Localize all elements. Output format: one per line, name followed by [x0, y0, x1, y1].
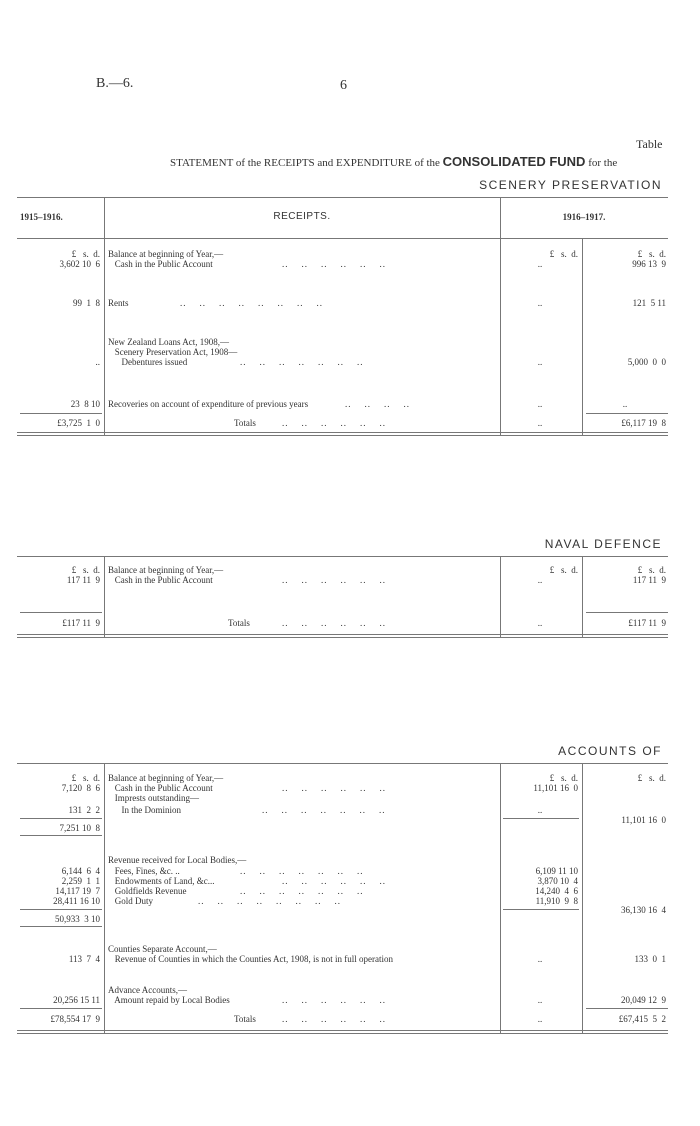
units-right: £ s. d.: [637, 249, 666, 259]
row-desc: Cash in the Public Account: [108, 259, 213, 269]
amount-sub: ..: [537, 418, 543, 428]
amount-sub: ..: [537, 259, 543, 269]
statement-prefix: STATEMENT of the RECEIPTS and EXPENDITURE of the: [170, 157, 440, 169]
amount-1916: 121 5 11: [632, 298, 666, 308]
amount-1916: 117 11 9: [632, 575, 666, 585]
col-header-1915: 1915–1916.: [20, 212, 63, 222]
leader-dots: .. .. .. .. .. ..: [282, 259, 386, 269]
row-desc: Balance at beginning of Year,—: [108, 565, 224, 575]
amount-1915: ..: [95, 357, 100, 367]
amount-1915: 23 8 10: [70, 399, 100, 409]
amount-1915: 99 1 8: [73, 298, 100, 308]
amount-sub: 11,910 9 8: [535, 896, 578, 906]
amount-1915: 117 11 9: [66, 575, 100, 585]
amount-1915: 6,144 6 4: [61, 866, 100, 876]
amount-sub: ..: [537, 575, 543, 585]
total-1916: £67,415 5 2: [618, 1014, 666, 1024]
row-desc: Rents: [108, 298, 129, 308]
leader-dots: .. .. .. .. .. ..: [282, 995, 386, 1005]
totals-label: Totals: [234, 1014, 256, 1024]
totals-label: Totals: [234, 418, 256, 428]
amount-1915: 20,256 15 11: [53, 995, 100, 1005]
subtotal-1915: 50,933 3 10: [55, 914, 100, 924]
row-desc: Revenue of Counties in which the Counties Act, 1908, is not in full operation: [108, 954, 393, 964]
units-sub: £ s. d.: [549, 565, 578, 575]
amount-1916: 996 13 9: [632, 259, 666, 269]
amount-sub: 6,109 11 10: [535, 866, 578, 876]
row-desc: Advance Accounts,—: [108, 985, 187, 995]
units-right: £ s. d.: [637, 565, 666, 575]
units-left: £ s. d.: [71, 565, 100, 575]
leader-dots: .. .. .. .. .. ..: [282, 575, 386, 585]
page-ref: B.—6.: [96, 76, 134, 91]
total-1916: £117 11 9: [628, 618, 666, 628]
amount-1915: 14,117 19 7: [55, 886, 100, 896]
row-desc: Imprests outstanding—: [108, 793, 199, 803]
total-1915: £117 11 9: [62, 618, 100, 628]
section-title-accounts: ACCOUNTS OF: [558, 744, 662, 758]
row-desc: Amount repaid by Local Bodies: [108, 995, 230, 1005]
leader-dots: .. .. .. .. .. ..: [282, 618, 386, 628]
amount-sub: ..: [537, 618, 543, 628]
amount-1915: 113 7 4: [68, 954, 100, 964]
total-1916: £6,117 19 8: [621, 418, 666, 428]
amount-1916: 11,101 16 0: [621, 815, 666, 825]
row-desc: Counties Separate Account,—: [108, 944, 217, 954]
leader-dots: .. .. .. .. .. .. ..: [240, 886, 364, 896]
units-left: £ s. d.: [71, 249, 100, 259]
units-left: £ s. d.: [71, 773, 100, 783]
total-1915: £3,725 1 0: [57, 418, 100, 428]
fund-name: CONSOLIDATED FUND: [442, 154, 586, 169]
row-desc: Goldfields Revenue: [108, 886, 187, 896]
leader-dots: .. .. .. ..: [345, 399, 410, 409]
leader-dots: .. .. .. .. .. .. ..: [262, 805, 386, 815]
row-desc: New Zealand Loans Act, 1908,—: [108, 337, 229, 347]
row-desc: Fees, Fines, &c. ..: [108, 866, 180, 876]
units-right: £ s. d.: [637, 773, 666, 783]
subtotal-1915: 7,251 10 8: [59, 823, 100, 833]
row-desc: Cash in the Public Account: [108, 575, 213, 585]
page-number: 6: [340, 78, 347, 93]
section-title-naval: NAVAL DEFENCE: [544, 537, 662, 551]
statement-suffix: for the: [588, 157, 618, 169]
amount-sub: ..: [537, 399, 543, 409]
leader-dots: .. .. .. .. .. .. ..: [240, 357, 364, 367]
row-desc: Debentures issued: [108, 357, 188, 367]
units-sub: £ s. d.: [549, 249, 578, 259]
leader-dots: .. .. .. .. .. .. .. ..: [180, 298, 323, 308]
amount-1916: 20,049 12 9: [621, 995, 666, 1005]
row-desc: In the Dominion: [108, 805, 181, 815]
units-sub: £ s. d.: [549, 773, 578, 783]
col-header-receipts: RECEIPTS.: [273, 211, 331, 222]
amount-1916: 36,130 16 4: [621, 905, 666, 915]
leader-dots: .. .. .. .. .. .. .. ..: [198, 896, 341, 906]
amount-sub: ..: [537, 805, 543, 815]
amount-sub: ..: [537, 357, 543, 367]
amount-sub: ..: [537, 995, 543, 1005]
leader-dots: .. .. .. .. .. ..: [282, 876, 386, 886]
amount-sub: ..: [537, 954, 543, 964]
amount-1915: 2,259 1 1: [61, 876, 100, 886]
col-header-1916: 1916–1917.: [562, 212, 606, 222]
total-1915: £78,554 17 9: [50, 1014, 100, 1024]
leader-dots: .. .. .. .. .. ..: [282, 1014, 386, 1024]
row-desc: Balance at beginning of Year,—: [108, 249, 224, 259]
section-title-scenery: SCENERY PRESERVATION: [479, 178, 662, 192]
row-desc: Cash in the Public Account: [108, 783, 213, 793]
leader-dots: .. .. .. .. .. ..: [282, 418, 386, 428]
row-desc: Balance at beginning of Year,—: [108, 773, 224, 783]
amount-1916: 133 0 1: [634, 954, 666, 964]
amount-1915: 28,411 16 10: [53, 896, 100, 906]
amount-sub: 3,870 10 4: [537, 876, 578, 886]
amount-sub: ..: [537, 1014, 543, 1024]
row-desc: Revenue received for Local Bodies,—: [108, 855, 247, 865]
totals-label: Totals: [228, 618, 250, 628]
amount-1915: 3,602 10 6: [59, 259, 100, 269]
row-desc: Endowments of Land, &c...: [108, 876, 215, 886]
row-desc: Scenery Preservation Act, 1908—: [108, 347, 238, 357]
amount-sub: 14,240 4 6: [535, 886, 578, 896]
amount-1916: ..: [622, 399, 628, 409]
amount-sub: 11,101 16 0: [533, 783, 578, 793]
leader-dots: .. .. .. .. .. .. ..: [240, 866, 364, 876]
leader-dots: .. .. .. .. .. ..: [282, 783, 386, 793]
amount-1915: 131 2 2: [68, 805, 100, 815]
amount-1916: 5,000 0 0: [627, 357, 666, 367]
statement-heading: [170, 154, 617, 169]
table-word: Table: [636, 137, 663, 151]
row-desc: Recoveries on account of expenditure of previous years: [108, 399, 309, 409]
amount-1915: 7,120 8 6: [61, 783, 100, 793]
row-desc: Gold Duty: [108, 896, 153, 906]
amount-sub: ..: [537, 298, 543, 308]
